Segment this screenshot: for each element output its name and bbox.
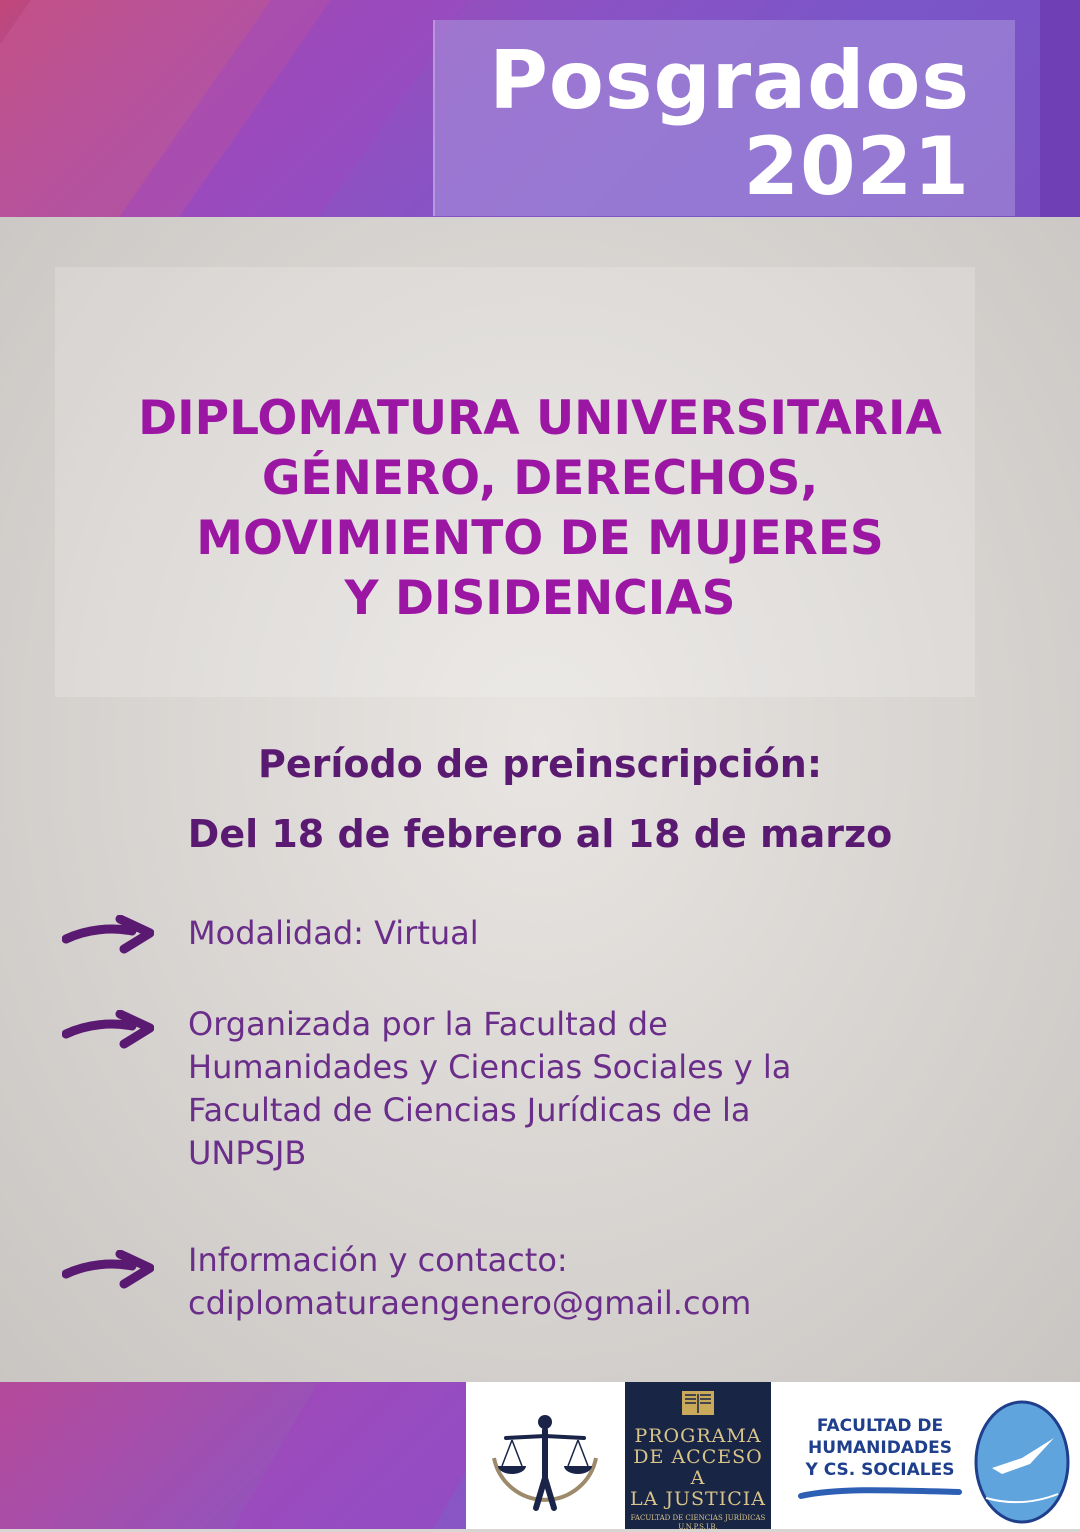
diplomatura-line: GÉNERO, DERECHOS, (261, 451, 819, 506)
page-title (489, 34, 970, 213)
arrow-right-icon (62, 1010, 154, 1050)
programa-logo: PROGRAMA DE ACCESO A LA JUSTICIA FACULTAD DE CIENCIAS JURÍDICAS U.N.P.S.J.B. (625, 1382, 771, 1529)
book-icon (681, 1390, 715, 1416)
diplomatura-line: DIPLOMATURA UNIVERSITARIA (138, 391, 942, 446)
diplomatura-line: Y DISIDENCIAS (344, 571, 736, 626)
brush-stroke-icon (797, 1482, 963, 1504)
item-contacto: Información y contacto: cdiplomaturaengenero@gmail.com (188, 1239, 751, 1325)
university-seal-icon (972, 1398, 1072, 1526)
diplomatura-title (0, 389, 1080, 629)
main-panel (0, 217, 1080, 1382)
facultad-logo-text: FACULTAD DE HUMANIDADES Y CS. SOCIALES (805, 1416, 955, 1480)
diplomatura-line: MOVIMIENTO DE MUJERES (196, 511, 884, 566)
item-modalidad: Modalidad: Virtual (188, 914, 479, 952)
periodo-dates: Del 18 de febrero al 18 de marzo (187, 812, 893, 856)
title-year: 2021 (743, 120, 970, 213)
title-posgrados: Posgrados (489, 34, 970, 127)
arrow-right-icon (62, 1250, 154, 1290)
periodo-block (0, 729, 1080, 869)
item-organizada: Organizada por la Facultad de Humanidades y Ciencias Sociales y la Facultad de Ciencias Jurídicas de la UNPSJB (188, 1005, 792, 1172)
justice-logo-icon (486, 1408, 604, 1518)
periodo-label: Período de preinscripción: (257, 742, 823, 786)
contact-email[interactable]: cdiplomaturaengenero@gmail.com (188, 1284, 752, 1322)
arrow-right-icon (62, 915, 154, 955)
